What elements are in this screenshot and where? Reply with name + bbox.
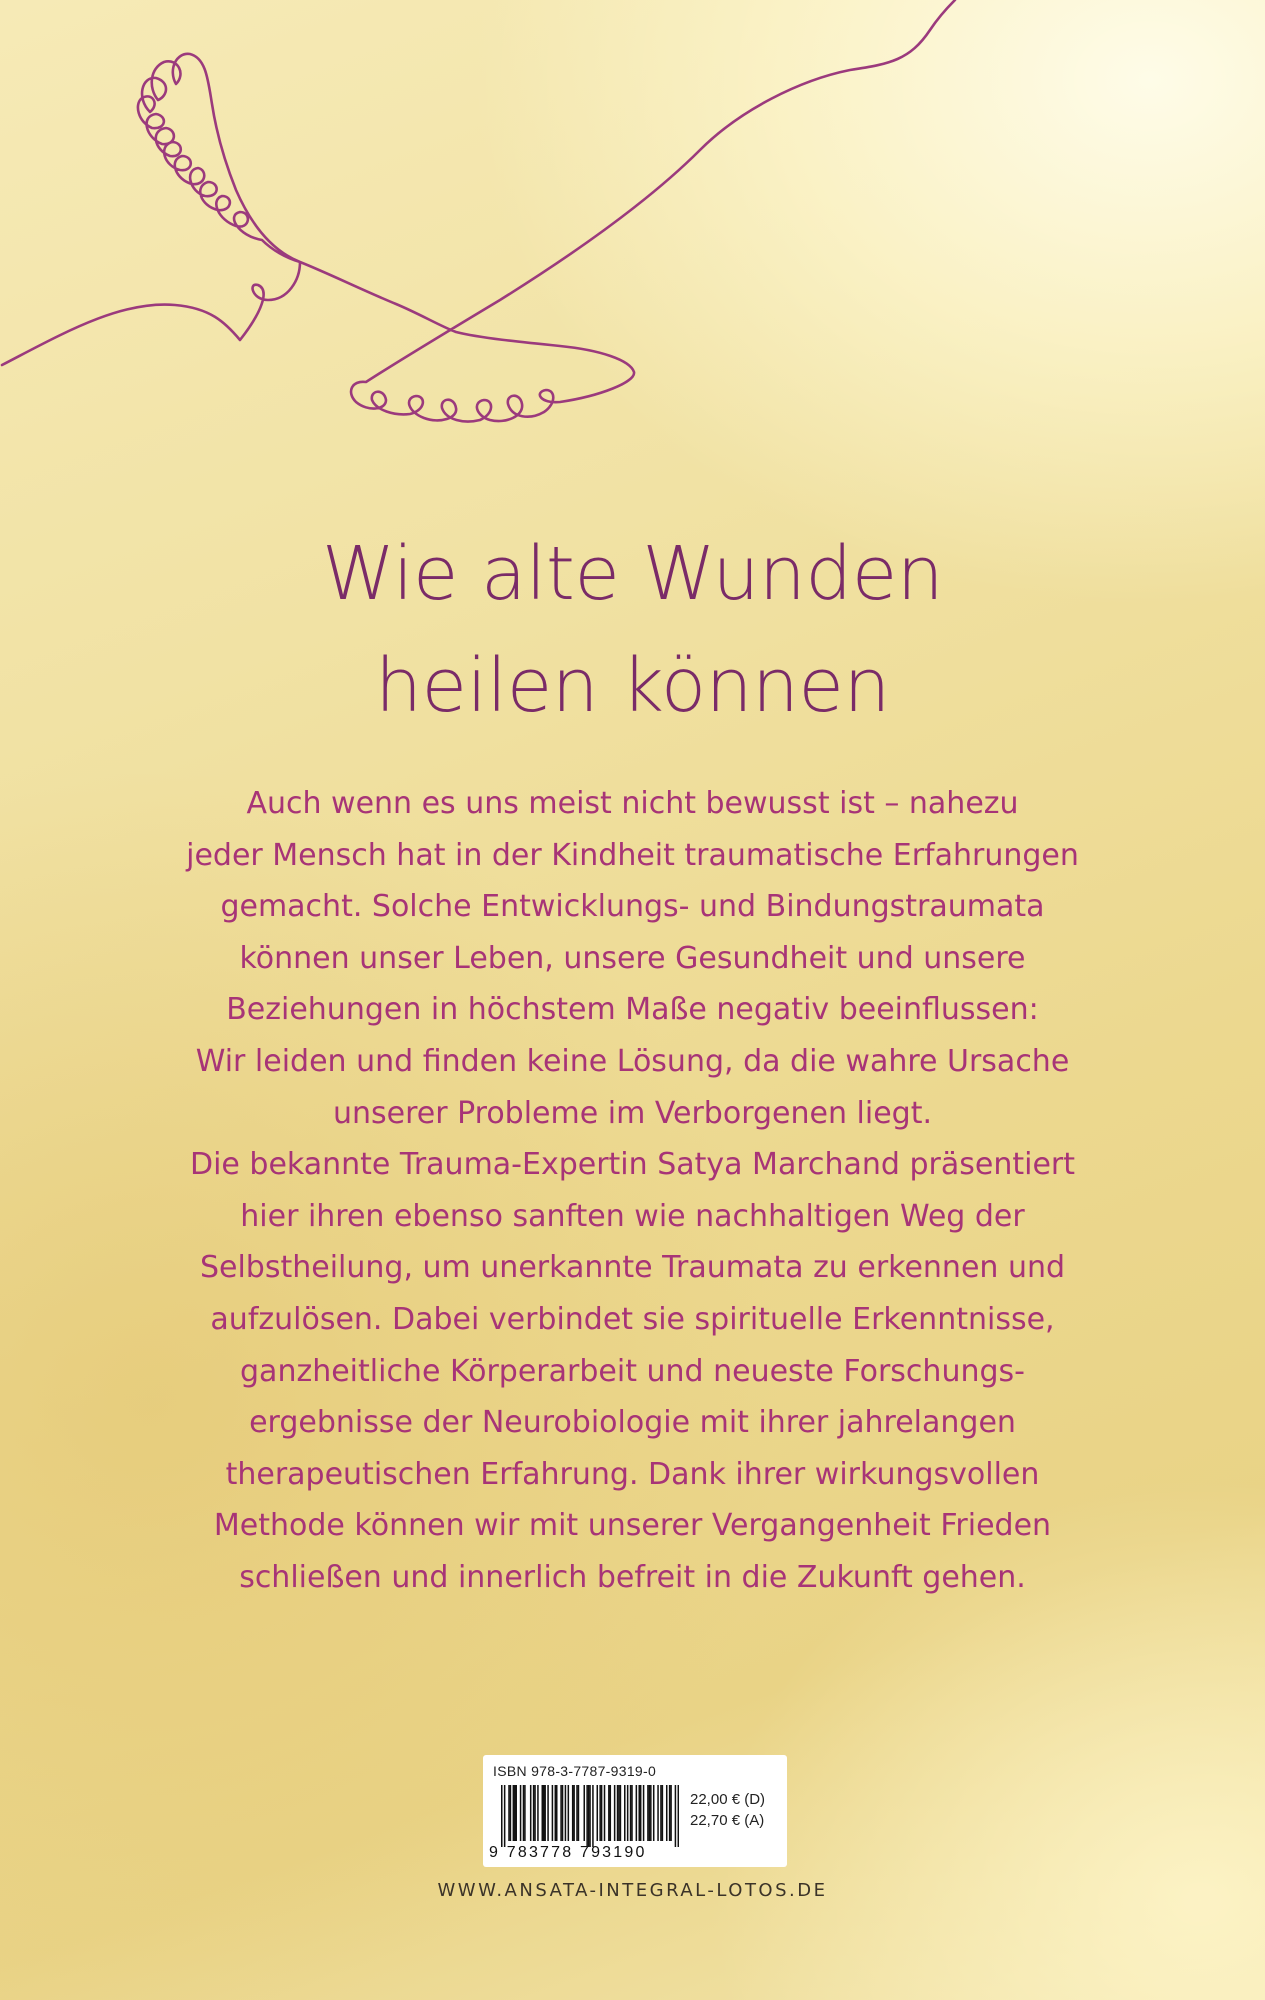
barcode-bar — [592, 1785, 594, 1847]
barcode-bar — [660, 1785, 662, 1841]
barcode-bar — [573, 1785, 575, 1841]
barcode-bar — [513, 1785, 515, 1841]
barcode-bar — [601, 1785, 603, 1841]
blurb-line: Wir leiden und finden keine Lösung, da die wahre Ursache — [195, 1043, 1070, 1079]
blurb-line: Methode können wir mit unserer Vergangenheit Frieden — [213, 1508, 1052, 1544]
barcode-bar — [597, 1785, 599, 1841]
blurb-line: jeder Mensch hat in der Kindheit traumatische Erfahrungen — [186, 837, 1079, 873]
barcode-bar — [649, 1785, 651, 1841]
barcode-bar — [627, 1785, 629, 1841]
blurb-line: aufzulösen. Dabei verbindet sie spirituelle Erkenntnisse, — [210, 1301, 1055, 1337]
barcode-bar — [542, 1785, 544, 1841]
blurb-line: ganzheitliche Körperarbeit und neueste Forschungs- — [240, 1353, 1025, 1389]
barcode-bar — [669, 1785, 671, 1841]
headline — [0, 518, 1265, 742]
barcode-bar — [504, 1785, 506, 1847]
barcode-bar — [636, 1785, 638, 1841]
barcode-bar — [604, 1785, 606, 1841]
barcode-bar — [543, 1785, 545, 1841]
barcode-bar — [638, 1785, 640, 1841]
blurb-line: therapeutischen Erfahrung. Dank ihrer wirkungsvollen — [225, 1456, 1040, 1492]
barcode-bar — [534, 1785, 536, 1841]
isbn-number: ISBN 978-3-7787-9319-0 — [493, 1763, 657, 1779]
dove-line-drawing-icon — [0, 0, 1265, 440]
barcode-bar — [610, 1785, 612, 1841]
barcode-bar — [586, 1785, 588, 1847]
blurb-line: gemacht. Solche Entwicklungs- und Bindungstraumata — [220, 889, 1045, 925]
blurb-line: schließen und innerlich befreit in die Zukunft gehen. — [239, 1559, 1026, 1595]
barcode-bar — [572, 1785, 574, 1841]
barcode-bar — [675, 1785, 677, 1847]
barcode-bar — [576, 1785, 578, 1841]
barcode-bar — [643, 1785, 645, 1841]
barcode-bar — [614, 1785, 616, 1841]
blurb-line: Auch wenn es uns meist nicht bewusst ist – nahezu — [246, 786, 1019, 821]
barcode-bar — [568, 1785, 570, 1841]
blurb-text — [140, 778, 1125, 1604]
barcode-bar — [544, 1785, 546, 1841]
barcode-digits: 9 783778 793190 — [489, 1844, 647, 1861]
barcode-bar — [555, 1785, 557, 1841]
headline-line-2: heilen können — [375, 643, 890, 729]
barcode-bar — [556, 1785, 558, 1841]
blurb-line: können unser Leben, unsere Gesundheit und unsere — [239, 940, 1026, 976]
blurb-line: unserer Probleme im Verborgenen liegt. — [332, 1095, 933, 1131]
barcode-bar — [501, 1785, 503, 1847]
barcode-bar — [630, 1785, 632, 1841]
barcode-bar — [523, 1785, 525, 1841]
barcode-bar — [533, 1785, 535, 1841]
barcode-bar — [640, 1785, 642, 1841]
blurb-line: Die bekannte Trauma-Expertin Satya Marchand präsentiert — [189, 1147, 1075, 1183]
barcode-label — [483, 1755, 787, 1867]
barcode-bar — [618, 1785, 620, 1841]
barcode-bar — [608, 1785, 610, 1841]
barcode-bar — [565, 1785, 567, 1841]
barcode-bar — [588, 1785, 590, 1847]
blurb-line: Beziehungen in höchstem Maße negativ beeinflussen: — [226, 992, 1039, 1028]
barcode-bar — [620, 1785, 622, 1841]
barcode-bar — [624, 1785, 626, 1841]
barcode-bar — [599, 1785, 601, 1841]
barcode-bar — [547, 1785, 549, 1841]
price-germany: 22,00 € (D) — [690, 1791, 766, 1808]
barcode-bar — [617, 1785, 619, 1841]
blurb-line: ergebnisse der Neurobiologie mit ihrer jahrelangen — [249, 1405, 1016, 1441]
barcode-bar — [514, 1785, 516, 1841]
barcode-bar — [530, 1785, 532, 1841]
barcode-bar — [631, 1785, 633, 1841]
barcode-bar — [662, 1785, 664, 1841]
barcode-bar — [560, 1785, 562, 1841]
barcode-bar — [552, 1785, 554, 1841]
barcode-bar — [578, 1785, 580, 1841]
barcode-bar — [678, 1785, 679, 1847]
barcode-bar — [653, 1785, 655, 1841]
blurb-line: Selbstheilung, um unerkannte Traumata zu erkennen und — [199, 1250, 1066, 1286]
barcode-bar — [520, 1785, 522, 1841]
barcode-bar — [650, 1785, 652, 1841]
barcode-bar — [666, 1785, 668, 1841]
barcode-bar — [524, 1785, 526, 1841]
headline-line-1: Wie alte Wunden — [321, 531, 944, 617]
barcode-bar — [537, 1785, 539, 1841]
barcode-bar — [510, 1785, 512, 1841]
blurb-line: hier ihren ebenso sanften wie nachhaltigen Weg der — [240, 1198, 1025, 1234]
barcode-bar — [657, 1785, 659, 1841]
publisher-website: WWW.ANSATA-INTEGRAL-LOTOS.DE — [437, 1880, 828, 1901]
price-austria: 22,70 € (A) — [690, 1812, 765, 1829]
barcode-bar — [515, 1785, 517, 1841]
barcode-icon — [501, 1785, 679, 1847]
barcode-bar — [670, 1785, 672, 1841]
barcode-bar — [508, 1785, 510, 1841]
barcode-bar — [562, 1785, 564, 1841]
barcode-bar — [647, 1785, 649, 1841]
barcode-bar — [589, 1785, 591, 1847]
barcode-bar — [583, 1785, 585, 1841]
